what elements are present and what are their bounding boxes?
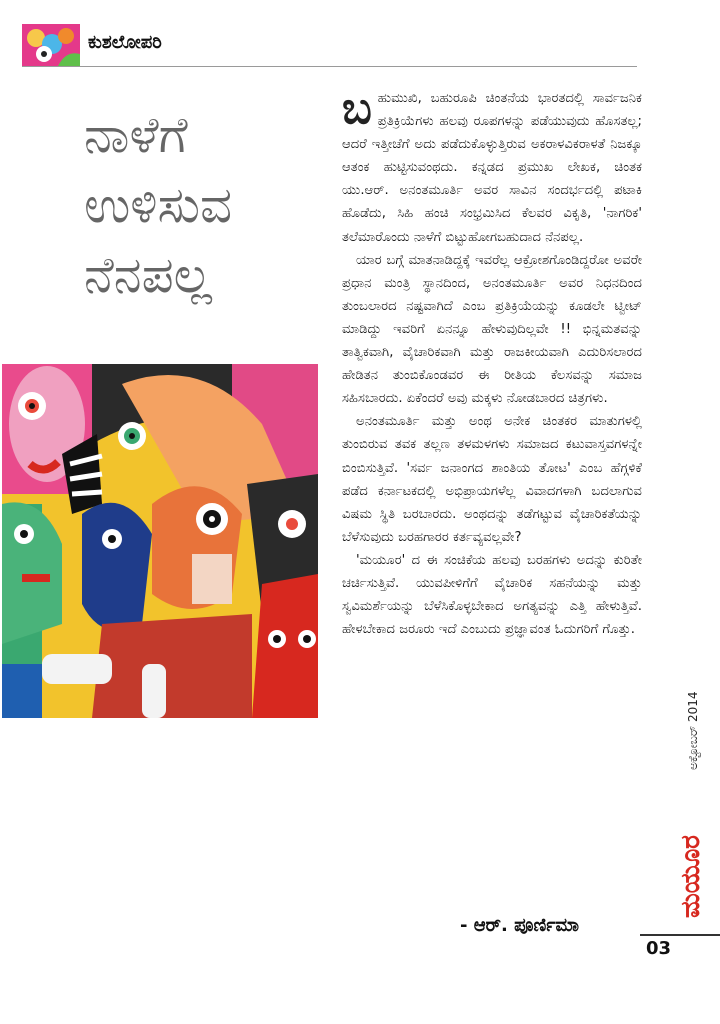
drop-cap: ಬ — [342, 83, 372, 134]
headline-line: ನೆನಪಲ್ಲ — [84, 246, 212, 304]
header-divider — [22, 66, 637, 67]
article-paragraph — [342, 83, 642, 249]
footer-divider — [640, 934, 720, 936]
headline-line: ನಾಳೆಗೆ — [84, 106, 188, 164]
abstract-faces-illustration — [2, 364, 318, 718]
article-paragraph: 'ಮಯೂರ' ದ ಈ ಸಂಚಿಕೆಯ ಹಲವು ಬರಹಗಳು ಅದನ್ನು ಕುರಿತೇ ಚರ್ಚಿಸುತ್ತಿವೆ. ಯುವಪೀಳಿಗೆಗೆ ವೈಚಾರಿಕ ಸಹನೆಯನ್ನು ಮತ್ತು ಸ್ವವಿಮರ್ಶೆಯನ್ನು ಬೆಳೆಸಿಕೊಳ್ಳಬೇಕಾದ ಅಗತ್ಯವನ್ನು ಎತ್ತಿ ಹೇಳುತ್ತಿವೆ. ಹೇಳಬೇಕಾದ ಜರೂರು ಇದೆ ಎಂಬುದು ಪ್ರಜ್ಞಾವಂತ ಓದುಗರಿಗೆ ಗೊತ್ತು. — [342, 552, 642, 638]
issue-date: ಅಕ್ಟೋಬರ್ 2014 — [686, 691, 700, 770]
page-number: 03 — [646, 938, 672, 959]
paragraph-text: ಹುಮುಖಿ, ಬಹುರೂಪಿ ಚಿಂತನೆಯ ಭಾರತದಲ್ಲಿ ಸಾರ್ವಜನಿಕ ಪ್ರತಿಕ್ರಿಯೆಗಳು ಹಲವು ರೂಪಗಳನ್ನು ಪಡೆಯುವುದು ಹೊಸತಲ್ಲ; ಆದರೆ ಇತ್ತೀಚೆಗೆ ಅದು ಪಡೆದುಕೊಳ್ಳುತ್ತಿರುವ ಅಕರಾಳವಿಕರಾಳತೆ ನಿಜಕ್ಕೂ ಆತಂಕ ಹುಟ್ಟಿಸುವಂಥದು. ಕನ್ನಡದ ಪ್ರಮುಖ ಲೇಖಕ, ಚಿಂತಕ ಯು.ಆರ್. ಅನಂತಮೂರ್ತಿ ಅವರ ಸಾವಿನ ಸಂದರ್ಭದಲ್ಲಿ ಪಟಾಕಿ ಹೊಡೆದು, ಸಿಹಿ ಹಂಚಿ ಸಂಭ್ರಮಿಸಿದ ಕೆಲವರ ವಿಕೃತಿ, 'ನಾಗರಿಕ' ತಲೆಮಾರೊಂದು ನಾಳೆಗೆ ಬಿಟ್ಟುಹೋಗಬಹುದಾದ ನೆನಪಲ್ಲ. — [342, 91, 642, 245]
section-logo-icon — [22, 24, 80, 66]
article-paragraph: ಅನಂತಮೂರ್ತಿ ಮತ್ತು ಅಂಥ ಅನೇಕ ಚಿಂತಕರ ಮಾತುಗಳಲ್ಲಿ ತುಂಬಿರುವ ತವಕ ತಲ್ಲಣ ತಳಮಳಗಳು ಸಮಾಜದ ಕಟುವಾಸ್ತವಗಳನ್ನೇ ಬಿಂಬಿಸುತ್ತಿವೆ. 'ಸರ್ವ ಜನಾಂಗದ ಶಾಂತಿಯ ತೋಟ' ಎಂಬ ಹೆಗ್ಗಳಿಕೆ ಪಡೆದ ಕರ್ನಾಟಕದಲ್ಲಿ ಅಭಿಪ್ರಾಯಗಳೆಲ್ಲ ವಿವಾದಗಳಾಗಿ ಬದಲಾಗುವ ವಿಷಮ ಸ್ಥಿತಿ ಬರಬಾರದು. ಅಂಥದನ್ನು ತಡೆಗಟ್ಟುವ ವೈಚಾರಿಕತೆಯನ್ನು ಬೆಳೆಸುವುದು ಬರಹಗಾರರ ಕರ್ತವ್ಯವಲ್ಲವೇ? — [342, 414, 642, 545]
headline — [84, 100, 324, 310]
section-label: ಕುಶಲೋಪರಿ — [88, 32, 162, 53]
magazine-logo: ಮಯೂರ — [676, 835, 706, 918]
article-body — [342, 83, 642, 641]
headline-line: ಉಳಿಸುವ — [84, 176, 233, 234]
author-byline: - ಆರ್. ಪೂರ್ಣಿಮಾ — [460, 915, 580, 936]
article-paragraph: ಯಾರ ಬಗ್ಗೆ ಮಾತನಾಡಿದ್ದಕ್ಕೆ ಇವರೆಲ್ಲ ಆಕ್ರೋಶಗೊಂಡಿದ್ದರೋ ಅವರೇ ಪ್ರಧಾನ ಮಂತ್ರಿ ಸ್ಥಾನದಿಂದ, ಅನಂತಮೂರ್ತಿ ಅವರ ನಿಧನದಿಂದ ತುಂಬಲಾರದ ನಷ್ಟವಾಗಿದೆ ಎಂಬ ಪ್ರತಿಕ್ರಿಯೆಯನ್ನು ಕೂಡಲೇ ಟ್ವೀಟ್ ಮಾಡಿದ್ದು ಇವರಿಗೆ ಏನನ್ನೂ ಹೇಳುವುದಿಲ್ಲವೇ !! ಭಿನ್ನಮತವನ್ನು ತಾತ್ವಿಕವಾಗಿ, ವೈಚಾರಿಕವಾಗಿ ಮತ್ತು ರಾಜಕೀಯವಾಗಿ ಎದುರಿಸಲಾರದ ಹೇಡಿತನ ತುಂಬಿಕೊಂಡವರ ಈ ರೀತಿಯ ಕೆಲಸವನ್ನು ಸಮಾಜ ಸಹಿಸಬಾರದು. ಏಕೆಂದರೆ ಅವು ಮಕ್ಕಳು ನೋಡಬಾರದ ಚಿತ್ರಗಳು. — [342, 252, 642, 407]
